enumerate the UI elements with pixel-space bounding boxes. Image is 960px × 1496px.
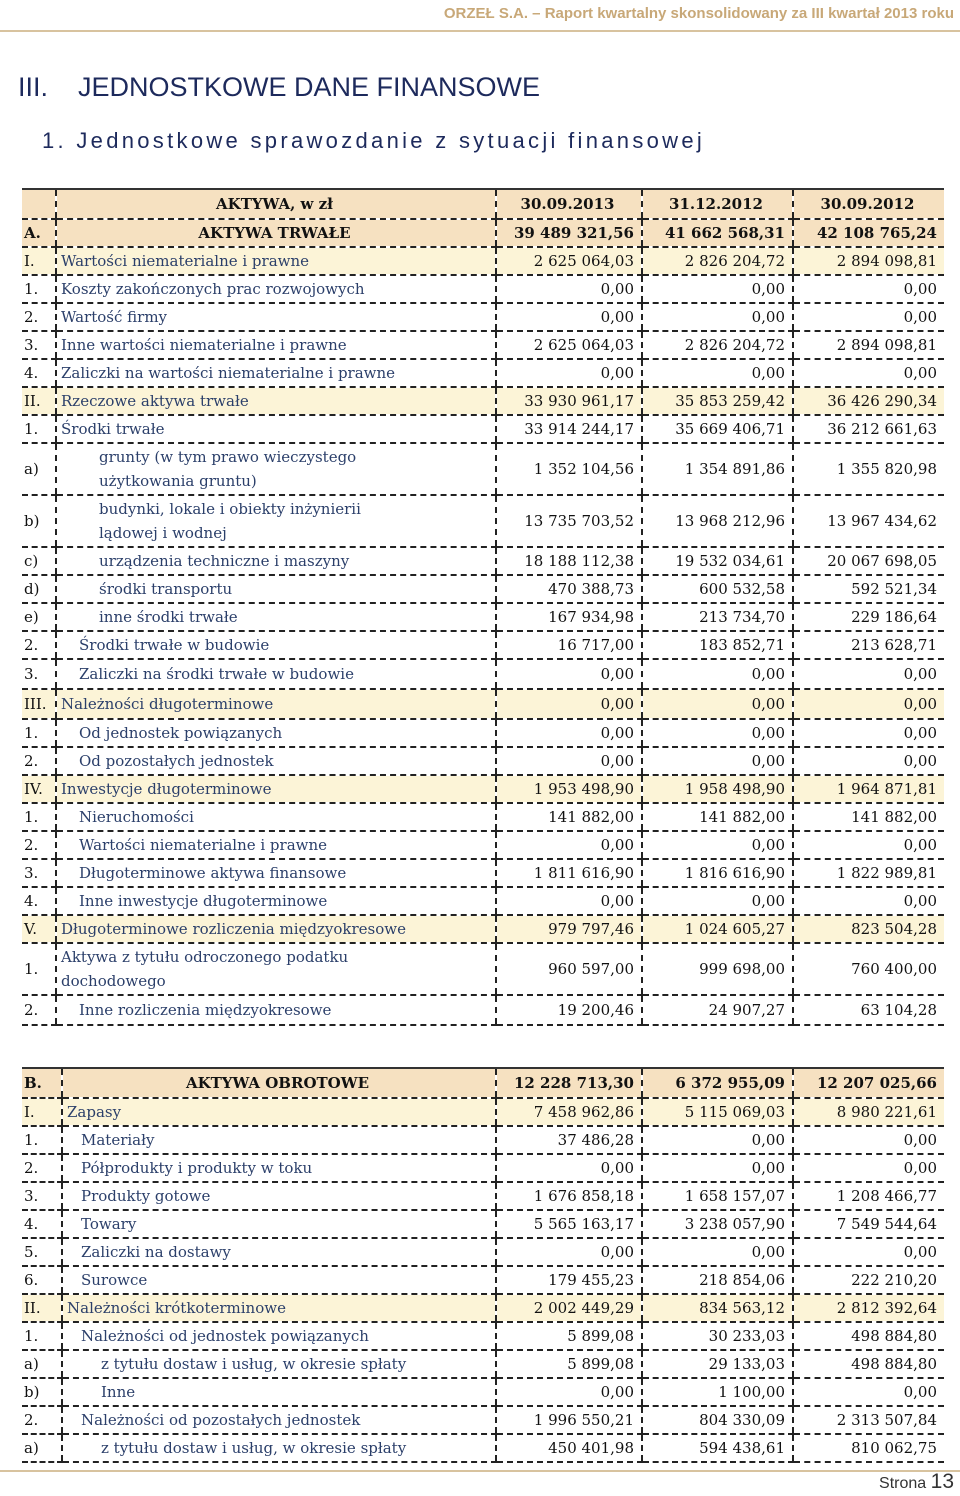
footer-divider [0,1470,960,1472]
row-value: 594 438,61 [642,1434,793,1462]
column-header-date-2: 31.12.2012 [642,189,793,219]
row-label: Inne inwestycje długoterminowe [56,887,496,915]
table-row [22,415,944,443]
row-number: V. [22,915,56,943]
row-value: 0,00 [642,275,793,303]
row-number: 4. [22,359,56,387]
subsection-heading: 1. Jednostkowe sprawozdanie z sytuacji finansowej [42,128,706,153]
row-number: 3. [22,331,56,359]
row-value: 5 565 163,17 [496,1210,642,1238]
row-number: 1. [22,415,56,443]
report-header: ORZEŁ S.A. – Raport kwartalny skonsolidowany za III kwartał 2013 roku [443,5,954,22]
row-value: 810 062,75 [793,1434,944,1462]
row-value: 0,00 [793,1154,944,1182]
row-number: B. [22,1068,62,1098]
row-value: 0,00 [793,659,944,689]
row-label: Nieruchomości [56,803,496,831]
row-value: 0,00 [496,747,642,775]
row-number: 2. [22,831,56,859]
row-value: 7 458 962,86 [496,1098,642,1126]
row-value: 141 882,00 [642,803,793,831]
row-label: z tytułu dostaw i usług, w okresie spłaty [62,1350,496,1378]
row-number: 3. [22,859,56,887]
row-number: 3. [22,1182,62,1210]
row-value: 0,00 [642,1238,793,1266]
table-row [22,443,944,495]
row-number: d) [22,575,56,603]
row-value: 41 662 568,31 [642,219,793,247]
row-label: Aktywa z tytułu odroczonego podatku dochodowego [56,943,496,995]
row-value: 0,00 [642,747,793,775]
row-value: 1 953 498,90 [496,775,642,803]
table-row [22,831,944,859]
row-label: Koszty zakończonych prac rozwojowych [56,275,496,303]
fixed-assets-table [22,188,944,1026]
page-number: 13 [930,1470,954,1493]
row-value: 0,00 [642,359,793,387]
row-label: Długoterminowe rozliczenia międzyokresowe [56,915,496,943]
table-row [22,1182,944,1210]
row-label: Od pozostałych jednostek [56,747,496,775]
row-label: Długoterminowe aktywa finansowe [56,859,496,887]
column-header-label: AKTYWA, w zł [56,189,496,219]
row-value: 167 934,98 [496,603,642,631]
table-row [22,603,944,631]
row-label: Inne wartości niematerialne i prawne [56,331,496,359]
row-value: 1 676 858,18 [496,1182,642,1210]
row-label: Półprodukty i produkty w toku [62,1154,496,1182]
table-row [22,859,944,887]
row-value: 1 811 616,90 [496,859,642,887]
row-label: AKTYWA TRWAŁE [56,219,496,247]
row-number: 2. [22,995,56,1025]
row-number: a) [22,1434,62,1462]
table-row [22,495,944,547]
row-label: inne środki trwałe [56,603,496,631]
row-number: A. [22,219,56,247]
table-row [22,247,944,275]
table-row [22,1266,944,1294]
row-value: 0,00 [793,303,944,331]
row-value: 0,00 [496,831,642,859]
table-row [22,1238,944,1266]
row-label: Od jednostek powiązanych [56,719,496,747]
row-value: 3 238 057,90 [642,1210,793,1238]
row-value: 24 907,27 [642,995,793,1025]
row-value: 0,00 [793,831,944,859]
row-number: 6. [22,1266,62,1294]
table-row [22,1434,944,1462]
row-value: 600 532,58 [642,575,793,603]
row-value: 999 698,00 [642,943,793,995]
table-row [22,1378,944,1406]
table-row [22,1210,944,1238]
row-value: 0,00 [793,887,944,915]
table-row [22,659,944,689]
row-label: Produkty gotowe [62,1182,496,1210]
row-value: 7 549 544,64 [793,1210,944,1238]
column-header-date-1: 30.09.2013 [496,189,642,219]
row-value: 0,00 [642,1126,793,1154]
row-value: 0,00 [496,1238,642,1266]
row-value: 12 228 713,30 [496,1068,642,1098]
row-value: 1 208 466,77 [793,1182,944,1210]
row-value: 13 735 703,52 [496,495,642,547]
row-value: 179 455,23 [496,1266,642,1294]
row-value: 213 734,70 [642,603,793,631]
row-value: 592 521,34 [793,575,944,603]
row-value: 0,00 [496,659,642,689]
row-value: 1 352 104,56 [496,443,642,495]
table-row [22,1350,944,1378]
section-heading [18,72,540,103]
row-number: IV. [22,775,56,803]
row-value: 1 024 605,27 [642,915,793,943]
row-value: 0,00 [793,689,944,719]
row-label: Należności od jednostek powiązanych [62,1322,496,1350]
row-number: c) [22,547,56,575]
row-label: AKTYWA OBROTOWE [62,1068,496,1098]
row-value: 804 330,09 [642,1406,793,1434]
row-label: środki transportu [56,575,496,603]
row-value: 760 400,00 [793,943,944,995]
row-number: 2. [22,631,56,659]
row-value: 33 930 961,17 [496,387,642,415]
row-value: 63 104,28 [793,995,944,1025]
row-value: 0,00 [496,359,642,387]
row-value: 1 958 498,90 [642,775,793,803]
table-row [22,219,944,247]
row-value: 0,00 [496,275,642,303]
row-value: 0,00 [642,659,793,689]
row-value: 2 625 064,03 [496,331,642,359]
table-row [22,689,944,719]
row-value: 16 717,00 [496,631,642,659]
section-title: JEDNOSTKOWE DANE FINANSOWE [78,72,541,102]
table-row [22,331,944,359]
row-value: 30 233,03 [642,1322,793,1350]
row-value: 13 967 434,62 [793,495,944,547]
row-value: 5 115 069,03 [642,1098,793,1126]
table-row [22,387,944,415]
row-value: 0,00 [642,887,793,915]
row-number: 4. [22,887,56,915]
row-label: Wartości niematerialne i prawne [56,831,496,859]
row-label: Materiały [62,1126,496,1154]
row-value: 0,00 [496,887,642,915]
row-value: 222 210,20 [793,1266,944,1294]
table-header-row [22,189,944,219]
row-value: 6 372 955,09 [642,1068,793,1098]
row-number: b) [22,1378,62,1406]
row-value: 0,00 [496,1378,642,1406]
current-assets-table [22,1067,944,1463]
table-row [22,747,944,775]
row-number: 1. [22,719,56,747]
table-row [22,1406,944,1434]
row-value: 37 486,28 [496,1126,642,1154]
row-number: I. [22,1098,62,1126]
row-value: 35 853 259,42 [642,387,793,415]
row-value: 1 996 550,21 [496,1406,642,1434]
row-value: 470 388,73 [496,575,642,603]
row-value: 213 628,71 [793,631,944,659]
row-label: urządzenia techniczne i maszyny [56,547,496,575]
row-value: 2 313 507,84 [793,1406,944,1434]
row-value: 2 812 392,64 [793,1294,944,1322]
row-value: 20 067 698,05 [793,547,944,575]
row-value: 0,00 [793,1238,944,1266]
row-value: 0,00 [642,303,793,331]
table-row [22,1068,944,1098]
table-row [22,1322,944,1350]
row-value: 36 426 290,34 [793,387,944,415]
row-label: Zaliczki na środki trwałe w budowie [56,659,496,689]
row-value: 0,00 [793,359,944,387]
row-number: 4. [22,1210,62,1238]
row-number: a) [22,443,56,495]
table-row [22,303,944,331]
row-number: I. [22,247,56,275]
row-label: Surowce [62,1266,496,1294]
row-number: 1. [22,1126,62,1154]
row-value: 0,00 [642,719,793,747]
row-value: 1 355 820,98 [793,443,944,495]
row-value: 1 100,00 [642,1378,793,1406]
row-value: 979 797,46 [496,915,642,943]
row-value: 0,00 [642,1154,793,1182]
row-value: 960 597,00 [496,943,642,995]
table-row [22,1294,944,1322]
row-value: 5 899,08 [496,1350,642,1378]
row-label: Zapasy [62,1098,496,1126]
row-number: 1. [22,943,56,995]
row-value: 0,00 [793,1126,944,1154]
row-number: 5. [22,1238,62,1266]
row-value: 1 658 157,07 [642,1182,793,1210]
row-value: 0,00 [496,303,642,331]
table-row [22,359,944,387]
row-value: 36 212 661,63 [793,415,944,443]
row-label: Środki trwałe [56,415,496,443]
row-value: 0,00 [642,689,793,719]
row-value: 0,00 [793,719,944,747]
row-number: 3. [22,659,56,689]
row-value: 823 504,28 [793,915,944,943]
row-number: II. [22,387,56,415]
row-number: 1. [22,1322,62,1350]
row-value: 2 826 204,72 [642,247,793,275]
row-value: 1 354 891,86 [642,443,793,495]
row-value: 218 854,06 [642,1266,793,1294]
row-label: Należności krótkoterminowe [62,1294,496,1322]
row-value: 229 186,64 [793,603,944,631]
row-value: 18 188 112,38 [496,547,642,575]
row-value: 0,00 [496,719,642,747]
row-value: 2 002 449,29 [496,1294,642,1322]
row-value: 12 207 025,66 [793,1068,944,1098]
row-value: 450 401,98 [496,1434,642,1462]
row-value: 498 884,80 [793,1322,944,1350]
row-label: Należności od pozostałych jednostek [62,1406,496,1434]
row-value: 2 625 064,03 [496,247,642,275]
row-value: 39 489 321,56 [496,219,642,247]
row-value: 29 133,03 [642,1350,793,1378]
row-value: 8 980 221,61 [793,1098,944,1126]
row-value: 1 964 871,81 [793,775,944,803]
row-label: Wartości niematerialne i prawne [56,247,496,275]
table-row [22,887,944,915]
row-value: 2 894 098,81 [793,331,944,359]
row-number: III. [22,689,56,719]
row-value: 834 563,12 [642,1294,793,1322]
table-row [22,631,944,659]
row-label: Środki trwałe w budowie [56,631,496,659]
row-label: Towary [62,1210,496,1238]
table-row [22,547,944,575]
row-value: 0,00 [793,747,944,775]
row-number: e) [22,603,56,631]
row-value: 13 968 212,96 [642,495,793,547]
row-value: 498 884,80 [793,1350,944,1378]
table-row [22,995,944,1025]
row-number: 2. [22,1154,62,1182]
row-label: Wartość firmy [56,303,496,331]
page-label: Strona [879,1475,927,1492]
row-value: 183 852,71 [642,631,793,659]
section-number: III. [18,72,49,102]
row-value: 5 899,08 [496,1322,642,1350]
row-value: 19 532 034,61 [642,547,793,575]
table-row [22,1154,944,1182]
row-value: 1 816 616,90 [642,859,793,887]
row-label: Należności długoterminowe [56,689,496,719]
row-value: 2 894 098,81 [793,247,944,275]
row-value: 141 882,00 [793,803,944,831]
row-number: 2. [22,747,56,775]
row-label: Inne [62,1378,496,1406]
row-label: Zaliczki na wartości niematerialne i prawne [56,359,496,387]
table-row [22,803,944,831]
table-row [22,1098,944,1126]
row-label: Inne rozliczenia międzyokresowe [56,995,496,1025]
table-row [22,1126,944,1154]
row-number: II. [22,1294,62,1322]
row-value: 0,00 [793,1378,944,1406]
row-value: 141 882,00 [496,803,642,831]
row-label: z tytułu dostaw i usług, w okresie spłaty [62,1434,496,1462]
row-label: grunty (w tym prawo wieczystego użytkowania gruntu) [56,443,496,495]
row-number: b) [22,495,56,547]
row-number: 2. [22,1406,62,1434]
table-row [22,775,944,803]
row-value: 33 914 244,17 [496,415,642,443]
row-value: 0,00 [496,689,642,719]
row-number: 1. [22,803,56,831]
row-value: 1 822 989,81 [793,859,944,887]
row-label: budynki, lokale i obiekty inżynierii lądowej i wodnej [56,495,496,547]
table-row [22,719,944,747]
row-label: Zaliczki na dostawy [62,1238,496,1266]
row-value: 19 200,46 [496,995,642,1025]
row-value: 2 826 204,72 [642,331,793,359]
page-footer [879,1470,954,1494]
row-number: 2. [22,303,56,331]
row-value: 0,00 [496,1154,642,1182]
header-divider [0,30,960,32]
row-number: a) [22,1350,62,1378]
row-value: 42 108 765,24 [793,219,944,247]
row-label: Rzeczowe aktywa trwałe [56,387,496,415]
column-header-date-3: 30.09.2012 [793,189,944,219]
table-row [22,915,944,943]
row-value: 0,00 [642,831,793,859]
row-value: 35 669 406,71 [642,415,793,443]
row-value: 0,00 [793,275,944,303]
row-number: 1. [22,275,56,303]
table-row [22,275,944,303]
table-row [22,575,944,603]
table-row [22,943,944,995]
row-label: Inwestycje długoterminowe [56,775,496,803]
